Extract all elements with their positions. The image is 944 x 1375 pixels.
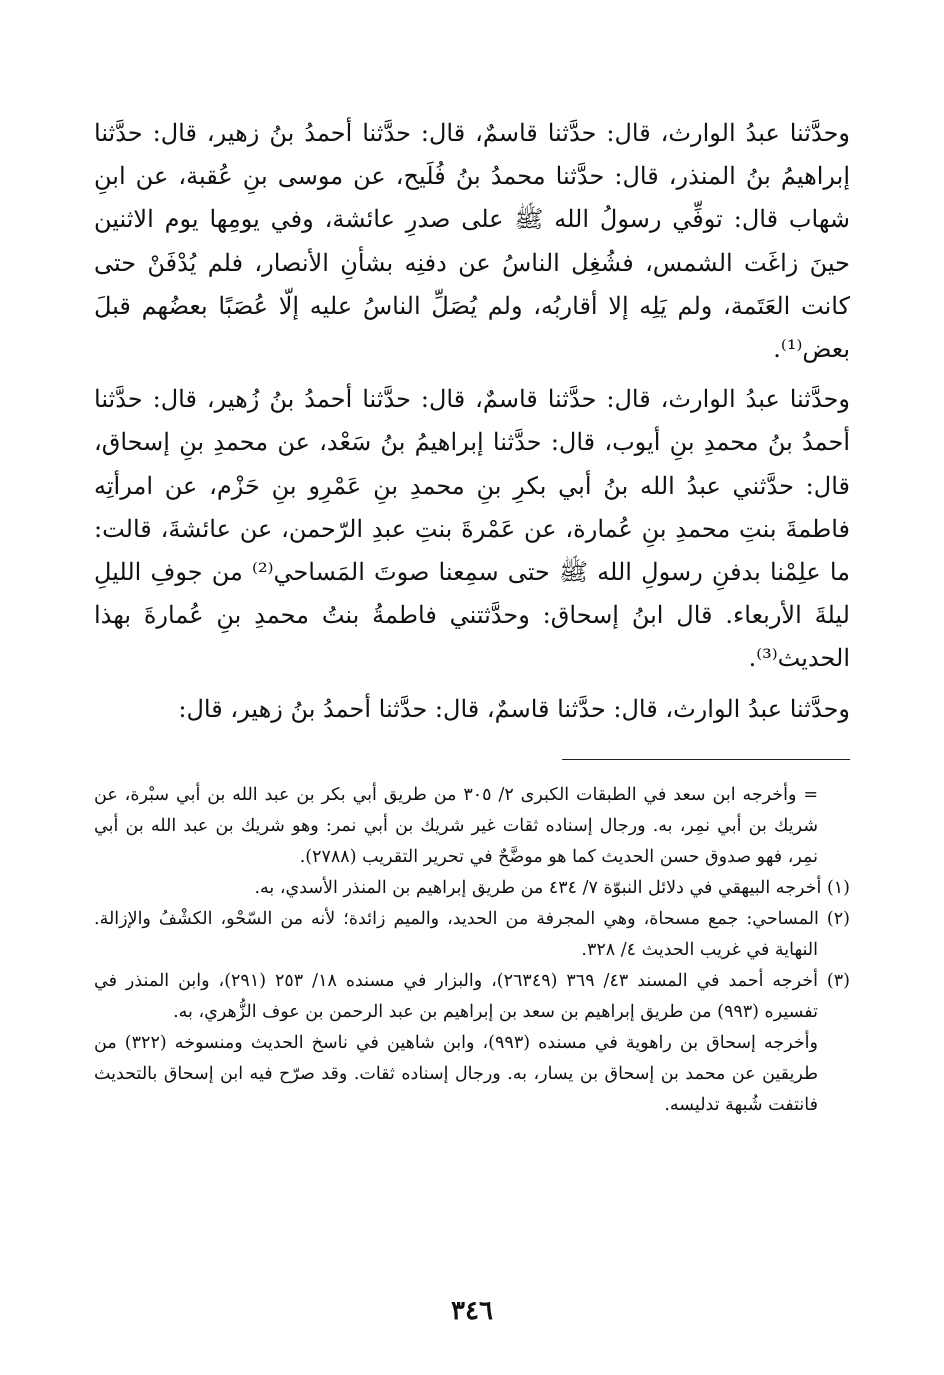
footnote-1: [94, 873, 850, 904]
footnote-label: (٣): [826, 970, 850, 991]
footnote-3: [94, 966, 850, 1028]
page-number: ٣٤٦: [451, 1296, 493, 1326]
footnote-label: (١): [826, 877, 850, 898]
footnote-2: [94, 904, 850, 966]
main-text: [94, 112, 850, 731]
paragraph-1: وحدَّثنا عبدُ الوارث، قال: حدَّثنا قاسمٌ، قال: حدَّثنا أحمدُ بنُ زهير، قال: حدَّثنا إبراهيمُ بنُ المنذر، قال: حدَّثنا محمدُ بنُ فُلَيح، عن موسى بنِ عُقبة، عن ابنِ شهاب قال: توفِّي رسولُ الله ﷺ على صدرِ عائشة، وفي يومِها يوم الاثنين حينَ زاغَت الشمس، فشُغِل الناسُ عن دفنِه بشأنِ الأنصار، فلم يُدْفَنْ حتى كانت العَتَمة، ولم يَلِه إلا أقاربُه، ولم يُصَلِّ الناسُ عليه إلّا عُصَبًا بعضُهم قبلَ بعض⁽¹⁾.: [94, 119, 851, 364]
paragraph-3: وحدَّثنا عبدُ الوارث، قال: حدَّثنا قاسمٌ، قال: حدَّثنا أحمدُ بنُ زهير، قال:: [178, 694, 850, 723]
footnotes: [94, 780, 850, 1121]
footnote-label: (٢): [826, 908, 850, 929]
paragraph-2: وحدَّثنا عبدُ الوارث، قال: حدَّثنا قاسمٌ، قال: حدَّثنا أحمدُ بنُ زُهير، قال: حدَّثنا أحمدُ بنُ محمدِ بنِ أيوب، قال: حدَّثنا إبراهيمُ بنُ سَعْد، عن محمدِ بنِ إسحاق، قال: حدَّثني عبدُ الله بنُ أبي بكرِ بنِ محمدِ بنِ عَمْرِو بنِ حَزْم، عن امرأتِه فاطمةَ بنتِ محمدِ بنِ عُمارة، عن عَمْرةَ بنتِ عبدِ الرّحمن، عن عائشةَ، قالت: ما علِمْنا بدفنِ رسولِ الله ﷺ حتى سمِعنا صوتَ المَساحي⁽²⁾ من جوفِ الليلِ ليلةَ الأربعاء. قال ابنُ إسحاق: وحدَّثتني فاطمةُ بنتُ محمدِ بنِ عُمارةَ بهذا الحديث⁽³⁾.: [94, 385, 850, 673]
footnote-3-continued: وأخرجه إسحاق بن راهوية في مسنده (٩٩٣)، وابن شاهين في ناسخ الحديث ومنسوخه (٣٢٢) من طريقين عن محمد بن إسحاق بن يسار، به. ورجال إسناده ثقات. وقد صرّح فيه ابن إسحاق بالتحديث فانتفت شُبهة تدليسه.: [94, 1032, 818, 1115]
footnote-text: أخرجه البيهقي في دلائل النبوّة ٧/ ٤٣٤ من طريق إبراهيم بن المنذر الأسدي، به.: [254, 877, 822, 898]
footnote-text: المساحي: جمع مسحاة، وهي المجرفة من الحديد، والميم زائدة؛ لأنه من السّحْو، الكشْفُ والإزالة. النهاية في غريب الحديث ٤/ ٣٢٨.: [94, 908, 819, 960]
footnote-text: أخرجه أحمد في المسند ٤٣/ ٣٦٩ (٢٦٣٤٩)، والبزار في مسنده ١٨/ ٢٥٣ (٢٩١)، وابن المنذر في تفسيره (٩٩٣) من طريق إبراهيم بن سعد بن إبراهيم بن عبد الرحمن بن عوف الزُّهري، به.: [94, 970, 818, 1022]
footnote-separator: [562, 759, 850, 760]
footnote-continuation: = وأخرجه ابن سعد في الطبقات الكبرى ٢/ ٣٠٥ من طريق أبي بكر بن عبد الله بن أبي سبْرة، عن شريك بن أبي نمِر، به. ورجال إسناده ثقات غير شريك بن أبي نمر: وهو شريك بن عبد الله بن أبي نمِر، فهو صدوق حسن الحديث كما هو موضَّحٌ في تحرير التقريب (٢٧٨٨).: [94, 784, 819, 867]
